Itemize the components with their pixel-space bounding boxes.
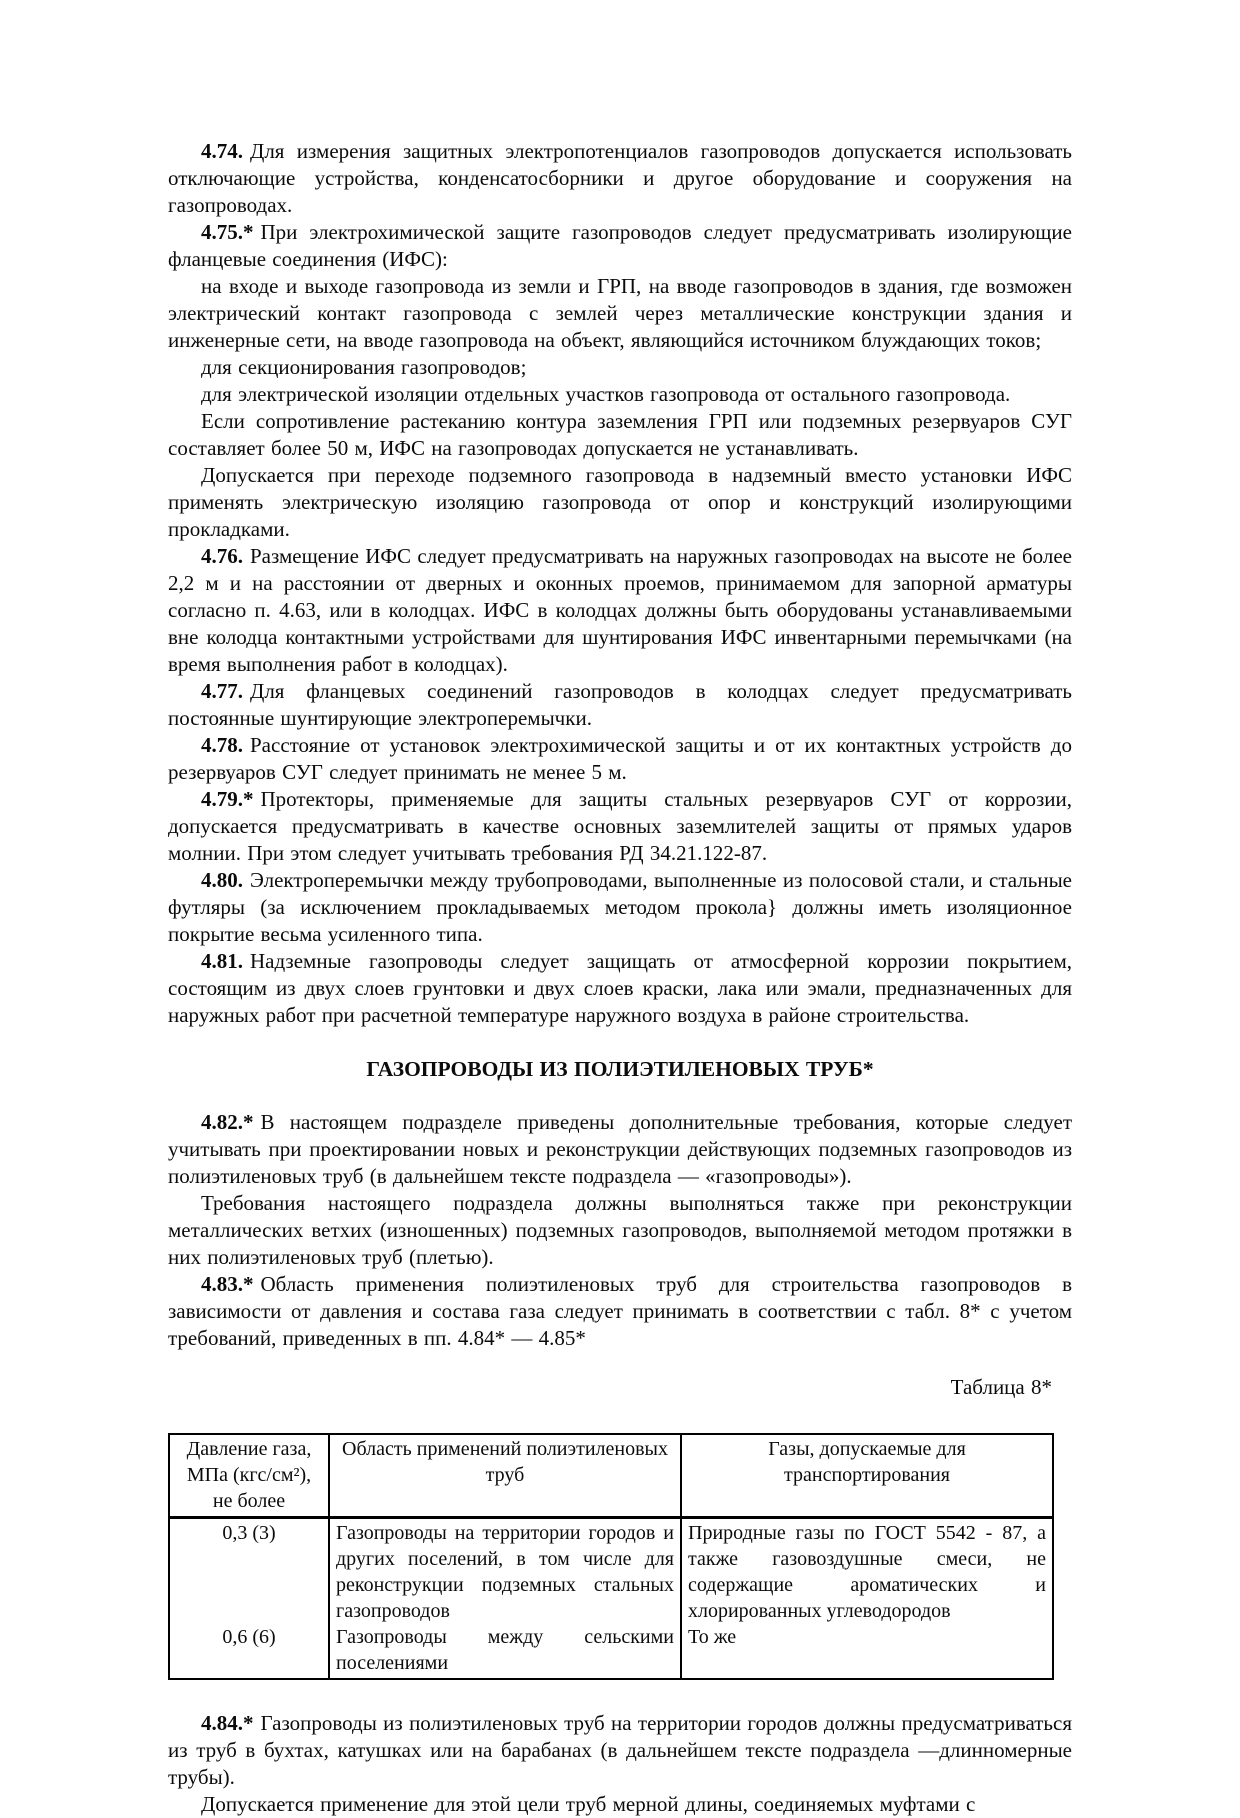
table-header-row <box>169 1434 1053 1518</box>
clause-number: 4.79.* <box>201 787 254 811</box>
clause-4-75-note-transition <box>168 462 1072 543</box>
clause-text: Газопроводы из полиэтиленовых труб на территории городов должны предусматриваться из труб в бухтах, катушках или на барабанах (в дальнейшем тексте подраздела —длинномерные трубы). <box>168 1711 1072 1789</box>
clause-4-79 <box>168 786 1072 867</box>
clause-text: Расстояние от установок электрохимической защиты и от их контактных устройств до резервуаров СУГ следует принимать не менее 5 м. <box>168 733 1072 784</box>
clause-text: Допускается применение для этой цели труб мерной длины, соединяемых муфтами с <box>201 1792 976 1816</box>
clause-4-84 <box>168 1710 1072 1791</box>
table-body-row <box>169 1518 1053 1680</box>
clause-text: Электроперемычки между трубопроводами, выполненные из полосовой стали, и стальные футляры (за исключением прокладываемых методом прокола} должны иметь изоляционное покрытие весьма усиленного типа. <box>168 868 1072 946</box>
table-header-pressure: Давление газа, МПа (кгс/см²), не более <box>169 1434 329 1518</box>
application-value-2: Газопроводы между сельскими поселениями <box>336 1626 674 1674</box>
clause-4-80 <box>168 867 1072 948</box>
clause-text: Размещение ИФС следует предусматривать на наружных газопроводах на высоте не более 2,2 м и на расстоянии от дверных и оконных проемов, принимаемом для запорной арматуры согласно п. 4.63, или в колодцах. ИФС в колодцах должны быть оборудованы устанавливаемыми вне колодца контактными устройствами для шунтирования ИФС инвентарными перемычками (на время выполнения работ в колодцах). <box>168 544 1072 676</box>
clause-4-82 <box>168 1109 1072 1190</box>
clause-text: Для измерения защитных электропотенциалов газопроводов допускается использовать отключающие устройства, конденсатосборники и другое оборудование и сооружения на газопроводах. <box>168 139 1072 217</box>
clause-4-83 <box>168 1271 1072 1352</box>
clause-text: на входе и выходе газопровода из земли и ГРП, на вводе газопроводов в здания, где возможен электрический контакт газопровода с землей через металлические конструкции здания и инженерные сети, на вводе газопровода на объект, являющийся источником блуждающих токов; <box>168 274 1072 352</box>
pressure-value-1: 0,3 (3) <box>222 1522 276 1544</box>
clause-4-75-item-isolation <box>168 381 1072 408</box>
clause-text: В настоящем подразделе приведены дополнительные требования, которые следует учитывать при проектировании новых и реконструкции действующих подземных газопроводов из полиэтиленовых труб (в дальнейшем тексте подраздела — «газопроводы»). <box>168 1110 1072 1188</box>
clause-4-81 <box>168 948 1072 1029</box>
clause-text: Допускается при переходе подземного газопровода в надземный вместо установки ИФС применять электрическую изоляцию газопровода от опор и конструкций изолирующими прокладками. <box>168 463 1072 541</box>
clause-number: 4.83.* <box>201 1272 254 1296</box>
clause-text: для электрической изоляции отдельных участков газопровода от остального газопровода. <box>201 382 1011 406</box>
clause-number: 4.75.* <box>201 220 254 244</box>
clause-4-82-note <box>168 1190 1072 1271</box>
clause-4-75-item-sectioning <box>168 354 1072 381</box>
clause-number: 4.82.* <box>201 1110 254 1134</box>
clause-number: 4.78. <box>201 733 243 757</box>
clause-text: для секционирования газопроводов; <box>201 355 527 379</box>
table-caption: Таблица 8* <box>950 1375 1052 1399</box>
clause-4-74 <box>168 138 1072 219</box>
clause-text: Если сопротивление растеканию контура заземления ГРП или подземных резервуаров СУГ составляет более 50 м, ИФС на газопроводах допускается не устанавливать. <box>168 409 1072 460</box>
clause-4-76 <box>168 543 1072 678</box>
table-header-gases: Газы, допускаемые для транспортирования <box>681 1434 1053 1518</box>
clause-text: Область применения полиэтиленовых труб для строительства газопроводов в зависимости от давления и состава газа следует принимать в соответствии с табл. 8* с учетом требований, приведенных в пп. 4.84* — 4.85* <box>168 1272 1072 1350</box>
gases-value-1: Природные газы по ГОСТ 5542 - 87, а также газовоздушные смеси, не содержащие ароматических и хлорированных углеводородов <box>688 1522 1046 1622</box>
clause-text: Надземные газопроводы следует защищать от атмосферной коррозии покрытием, состоящим из двух слоев грунтовки и двух слоев краски, лака или эмали, предназначенных для наружных работ при расчетной температуре наружного воздуха в районе строительства. <box>168 949 1072 1027</box>
clause-4-78 <box>168 732 1072 786</box>
clause-number: 4.80. <box>201 868 243 892</box>
application-value-1: Газопроводы на территории городов и других поселений, в том числе для реконструкции подземных стальных газопроводов <box>336 1522 674 1622</box>
table-8 <box>168 1433 1054 1680</box>
clause-number: 4.81. <box>201 949 243 973</box>
pressure-value-2: 0,6 (6) <box>222 1626 276 1648</box>
clause-text: Протекторы, применяемые для защиты стальных резервуаров СУГ от коррозии, допускается предусматривать в качестве основных заземлителей защиты от прямых ударов молнии. При этом следует учитывать требования РД 34.21.122-87. <box>168 787 1072 865</box>
document-page <box>168 138 1072 1818</box>
clause-text: Для фланцевых соединений газопроводов в колодцах следует предусматривать постоянные шунтирующие электроперемычки. <box>168 679 1072 730</box>
clause-4-75-item-entry <box>168 273 1072 354</box>
clause-text: Требования настоящего подраздела должны выполняться также при реконструкции металлических ветхих (изношенных) подземных газопроводов, выполняемой методом протяжки в них полиэтиленовых труб (плетью). <box>168 1191 1072 1269</box>
table-header-application: Область применений полиэтиленовых труб <box>329 1434 681 1518</box>
cell-gases <box>681 1518 1053 1680</box>
clause-4-75 <box>168 219 1072 273</box>
cell-pressure <box>169 1518 329 1680</box>
gases-value-2: То же <box>688 1626 737 1648</box>
cell-application <box>329 1518 681 1680</box>
section-heading-polyethylene-pipes: ГАЗОПРОВОДЫ ИЗ ПОЛИЭТИЛЕНОВЫХ ТРУБ* <box>366 1057 874 1081</box>
clause-number: 4.76. <box>201 544 243 568</box>
clause-4-75-note-resistance <box>168 408 1072 462</box>
clause-number: 4.77. <box>201 679 243 703</box>
clause-4-77 <box>168 678 1072 732</box>
clause-number: 4.84.* <box>201 1711 254 1735</box>
clause-number: 4.74. <box>201 139 243 163</box>
clause-text: При электрохимической защите газопроводов следует предусматривать изолирующие фланцевые соединения (ИФС): <box>168 220 1072 271</box>
clause-4-84-note <box>168 1791 1072 1818</box>
